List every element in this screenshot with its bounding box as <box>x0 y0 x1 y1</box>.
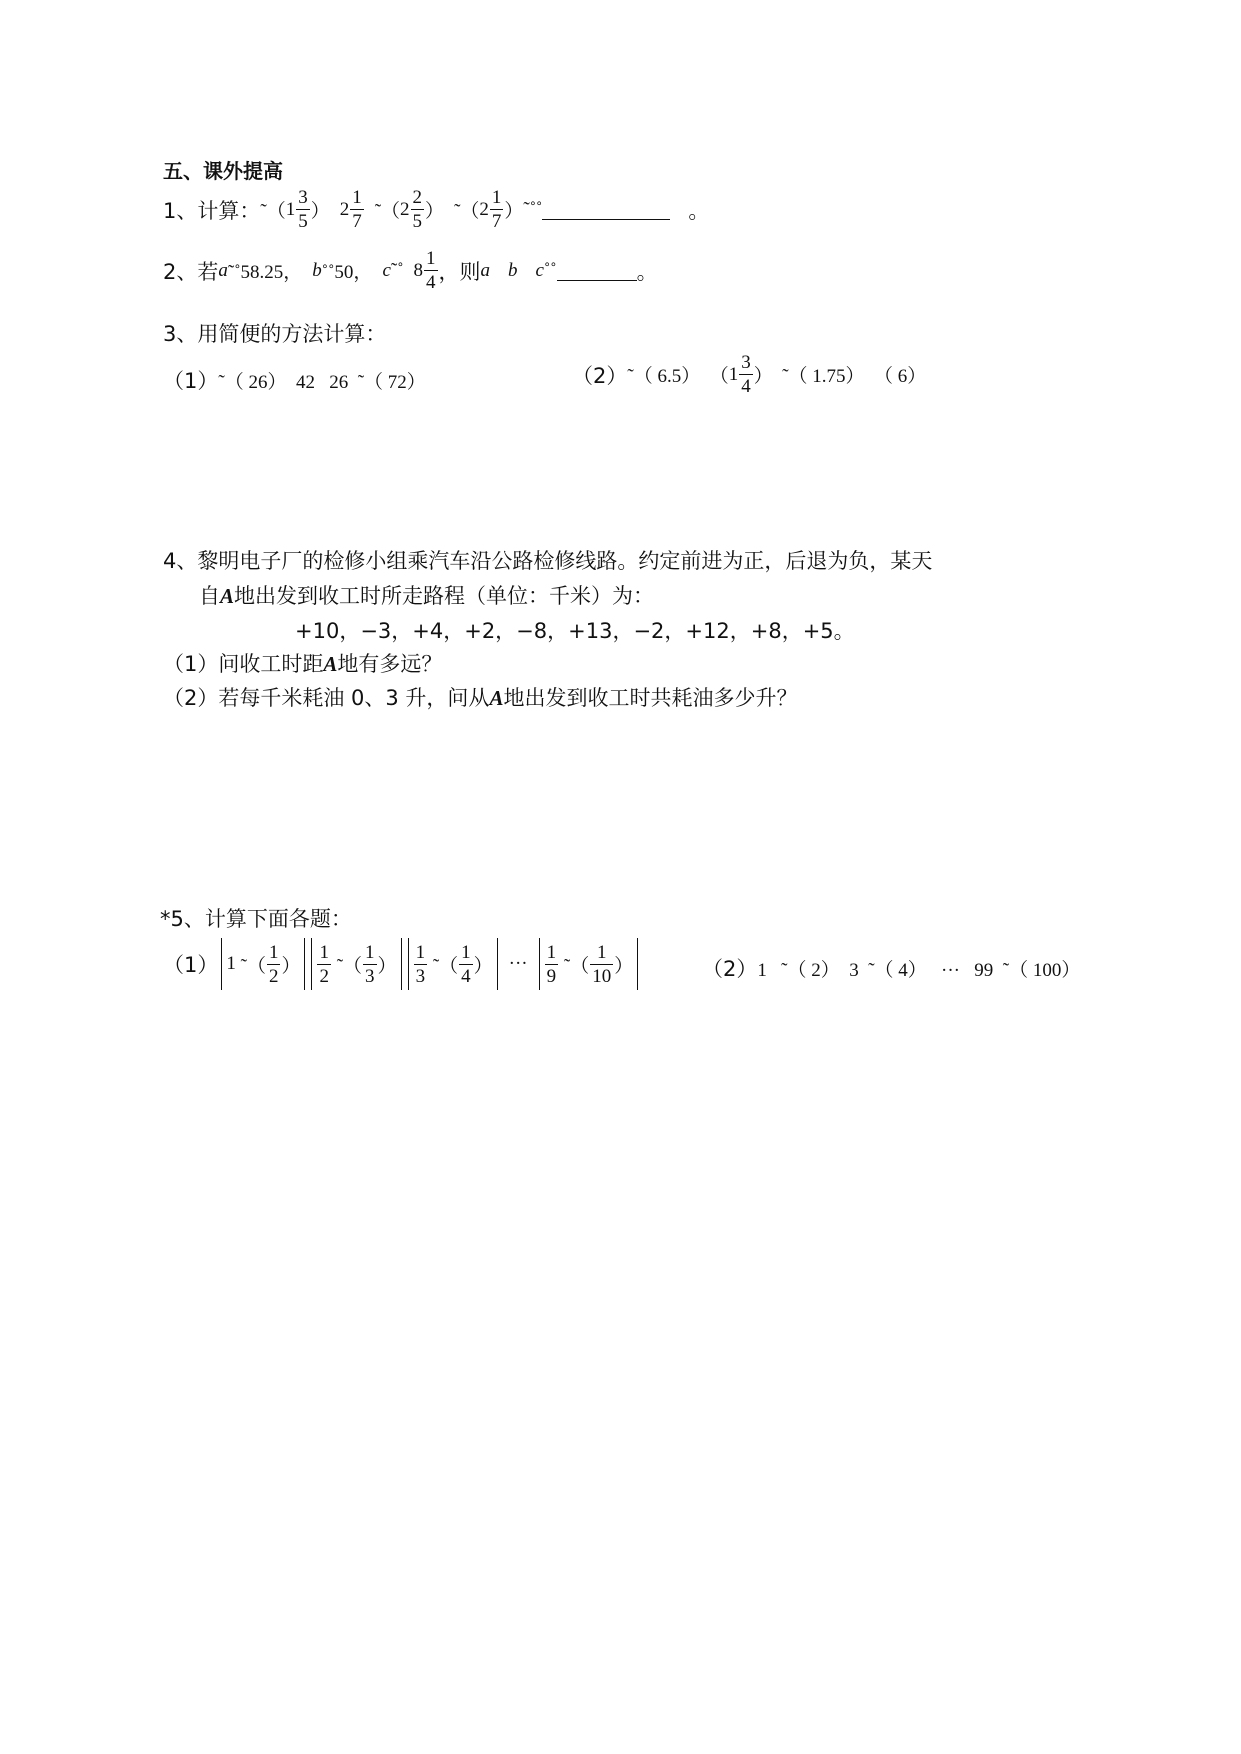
q1-op: ） <box>425 201 445 222</box>
q2-a-value: ˜˚58.25， <box>227 262 303 283</box>
q5-label: *5、计算下面各题： <box>160 907 352 931</box>
q2-tail: 。 <box>636 259 658 284</box>
q1-mixed-number: 2 $\frac{2}{5}$ <box>400 187 423 232</box>
q3-label: 3、用简便的方法计算： <box>163 322 387 346</box>
q1-answer-blank[interactable] <box>542 199 670 220</box>
q1-mixed-number: 2 $\frac{1}{7}$ <box>339 187 362 232</box>
q5-part-2 <box>702 953 1080 983</box>
abs-term: 1 ˜（ $\frac{1}{2}$ ） <box>221 938 305 990</box>
q1-mixed-number: 1 $\frac{3}{5}$ <box>285 187 308 232</box>
q4-values: +10，−3，+4，+2，−8，+13，−2，+12，+8，+5。 <box>295 619 855 643</box>
q5-p2-label: （2） <box>702 957 758 981</box>
q2-mixed-number: 8 $\frac{1}{4}$ <box>413 248 436 293</box>
q2-then: ，则 <box>438 259 481 284</box>
q3-p2-post: ） ˜（ 1.75） （ 6） <box>753 366 927 387</box>
q5-p1-label: （1） <box>163 953 219 977</box>
abs-term: $\frac{1}{2}$ ˜（ $\frac{1}{3}$ ） <box>311 938 401 990</box>
q2-expr-op: ˚˚ <box>543 259 557 281</box>
q1-op: ˜（ <box>260 201 286 222</box>
q3-p2-label: （2） <box>572 363 628 388</box>
q2-answer-blank[interactable] <box>557 260 637 281</box>
q5-p2-expression: 1 ˜（ 2） 3 ˜（ 4） ··· 99 ˜（ 100） <box>757 959 1081 981</box>
q4-sub-1: （1）问收工时距A地有多远？ <box>163 652 443 676</box>
abs-term: $\frac{1}{9}$ ˜（ $\frac{1}{10}$ ） <box>539 938 639 990</box>
q2-var-b: b <box>312 259 322 281</box>
q4-sub-2: （2）若每千米耗油 0、3 升，问从A地出发到收工时共耗油多少升？ <box>163 686 798 710</box>
q2-expr-var: a <box>480 259 491 281</box>
q2-expr-var: b <box>508 259 518 281</box>
q3-p2-pre: ˜（ 6.5） （ <box>627 366 729 387</box>
q2-var-c: c <box>382 259 391 281</box>
section-title: 五、课外提高 <box>163 159 283 183</box>
q1-op: ˜（ <box>454 201 480 222</box>
q3-p1-label: （1） <box>163 369 219 393</box>
q5-part-1 <box>163 938 641 990</box>
question-2 <box>163 249 658 292</box>
q2-c-op: ˜˚ <box>390 259 404 281</box>
q4-line-2: 自A地出发到收工时所走路程（单位：千米）为： <box>199 584 655 608</box>
q2-expr-var: c <box>535 259 544 281</box>
q1-op: ˜（ <box>374 201 401 222</box>
q3-p2-mixed-number: 1 $\frac{3}{4}$ <box>728 352 751 397</box>
q1-mixed-number: 2 $\frac{1}{7}$ <box>479 187 502 232</box>
q2-label: 2、若 <box>163 259 219 284</box>
q2-b-value: ˚˚50， <box>321 262 373 283</box>
q4-line-1: 4、黎明电子厂的检修小组乘汽车沿公路检修线路。约定前进为正，后退为负，某天 <box>163 549 933 573</box>
q3-part-1 <box>163 365 426 395</box>
q1-op: ） <box>310 201 330 222</box>
q1-equals: ˜˚˚ <box>523 198 543 220</box>
q3-p1-expression: ˜（ 26） 42 26 ˜（ 72） <box>218 371 426 393</box>
q5-ellipsis: ··· <box>508 953 528 974</box>
q2-var-a: a <box>218 259 228 281</box>
question-1 <box>163 188 709 231</box>
q3-part-2 <box>572 353 926 396</box>
abs-term: $\frac{1}{3}$ ˜（ $\frac{1}{4}$ ） <box>408 938 498 990</box>
q1-op: ） <box>504 201 524 222</box>
q1-tail: 。 <box>688 198 710 223</box>
q1-label: 1、计算： <box>163 198 261 223</box>
